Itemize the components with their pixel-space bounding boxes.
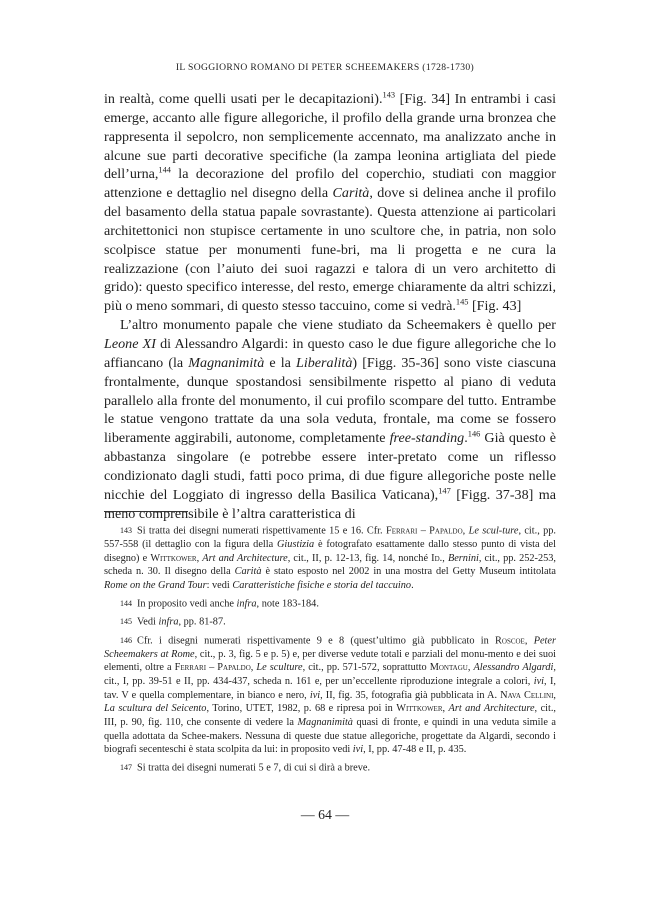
- footnote-ref-143[interactable]: 143: [382, 90, 396, 100]
- footnote-number: 146: [120, 635, 132, 645]
- footnotes: [104, 524, 556, 780]
- footnote-145: 145 Vedi infra, pp. 81-87.: [120, 616, 226, 628]
- footnote-divider: [104, 511, 188, 512]
- footnote-ref-144[interactable]: 144: [158, 165, 171, 175]
- footnote-144: 144 In proposito vedi anche infra, note 183-184.: [120, 598, 319, 610]
- paragraph-2: L’altro monumento papale che viene studiato da Scheemakers è quello per Leone XI di Alessandro Algardi: in questo caso le due figure allegoriche che lo affiancano (la Magnanimità e la Liberalità) [Figg. 35-36] sono viste ciascuna frontalmente, dunque spostandosi sensibilmente rispetto al piano di veduta parallelo alla fronte del monumento, il cui profilo scompare del tutto. Entrambe le statue vengono trattate da una sola veduta, frontale, ma come se fossero liberamente aggirabili, autonome, completamente free-standing.$^{146}$ Già questo è abbastanza singolare (e potrebbe essere inter-pretato come un riflesso condizionato dagli studi, fatti poco prima, di due figure allegoriche poste nelle nicchie del Loggiato di ingresso della Basilica Vaticana),$^{147}$ [Figg. 37-38] ma meno comprensibile è l’altra caratteristica di: [104, 317, 557, 522]
- footnote-ref-146[interactable]: 146: [467, 429, 481, 439]
- footnote-ref-147[interactable]: 147: [438, 486, 451, 496]
- footnote-number: 145: [120, 617, 132, 627]
- page-number: — 64 —: [300, 807, 350, 822]
- footnote-number: 143: [120, 526, 132, 535]
- paragraph-1: in realtà, come quelli usati per le decapitazioni).$^{143}$ [Fig. 34] In entrambi i casi emerge, accanto alle figure allegoriche, il profilo della grande urna bronzea che rappresenta il sepolcro, non semplicemente accennato, ma analizzato anche in alcune sue parti decorative specifiche (la zampa leonina artigliata del piede dell’urna,$^{144}$ la decorazione del profilo del coperchio, studiati con maggior attenzione e dettaglio nel disegno della Carità, dove si delinea anche il profilo del basamento della statua papale sovrastante). Questa attenzione ai particolari architettonici non stupisce certamente in uno scultore che, in patria, non solo scolpisce statue per monumenti fune-bri, ma li progetta e ne cura la realizzazione (con l’aiuto dei suoi ragazzi e talora di un vero architetto di grido): questo specifico interesse, del resto, emerge chiaramente da altri schizzi, più o meno sommari, di questo stesso taccuino, come si vedrà.$^{145}$ [Fig. 43]: [104, 90, 556, 315]
- running-head: IL SOGGIORNO ROMANO DI PETER SCHEEMAKERS (1728-1730): [175, 62, 475, 73]
- footnote-147: 147 Si tratta dei disegni numerati 5 e 7, di cui si dirà a breve.: [120, 762, 371, 774]
- footnote-ref-145[interactable]: 145: [455, 297, 469, 307]
- footnote-146: 146 Cfr. i disegni numerati rispettivamente 9 e 8 (quest’ultimo già pubblicato in Roscoe, Peter Scheemakers at Rome, cit., p. 3, fig. 5 e p. 5) e, per diverse vedute totali e parziali del monu-mento e dei suoi elementi, oltre a Ferrari – Papaldo, Le sculture, cit., pp. 571-572, soprattutto Montagu, Alessandro Algardi, cit., I, pp. 39-51 e II, pp. 434-437, scheda n. 161 e, per un’eccellente riproduzione integrale a colori, ivi, I, tav. V e quella complementare, in bianco e nero, ivi, II, fig. 35, fotografia già pubblicata in A. Nava Cellini, La scultura del Seicento, Torino, UTET, 1982, p. 68 e ripresa poi in Wittkower, Art and Architecture, cit., III, p. 90, fig. 110, che consente di vedere la Magnanimità quasi di fronte, e quindi in una veduta simile a quella adottata da Schee-makers. Nessuna di queste due statue allegoriche, progettate da Algardi, secondo i biografi secenteschi è stata scolpita da lui: in proposito vedi ivi, I, pp. 47-48 e II, p. 435.: [104, 635, 557, 756]
- footnote-number: 147: [120, 763, 132, 773]
- footnote-number: 144: [120, 598, 132, 608]
- footnote-143: 143 Si tratta dei disegni numerati rispettivamente 15 e 16. Cfr. Ferrari – Papaldo, Le scul-ture, cit., pp. 557-558 (il dettaglio con la figura della Giustizia è fotografato esattamente dallo stesso punto di vista del disegno) e Wittkower, Art and Architecture, cit., II, p. 12-13, fig. 14, nonché Id., Bernini, cit., pp. 252-253, scheda n. 30. Il disegno della Carità è stato esposto nel 2002 in una mostra del Getty Museum intitolata Rome on the Grand Tour: vedi Caratteristiche fisiche e storia del taccuino.: [104, 525, 557, 592]
- main-text: [104, 90, 556, 523]
